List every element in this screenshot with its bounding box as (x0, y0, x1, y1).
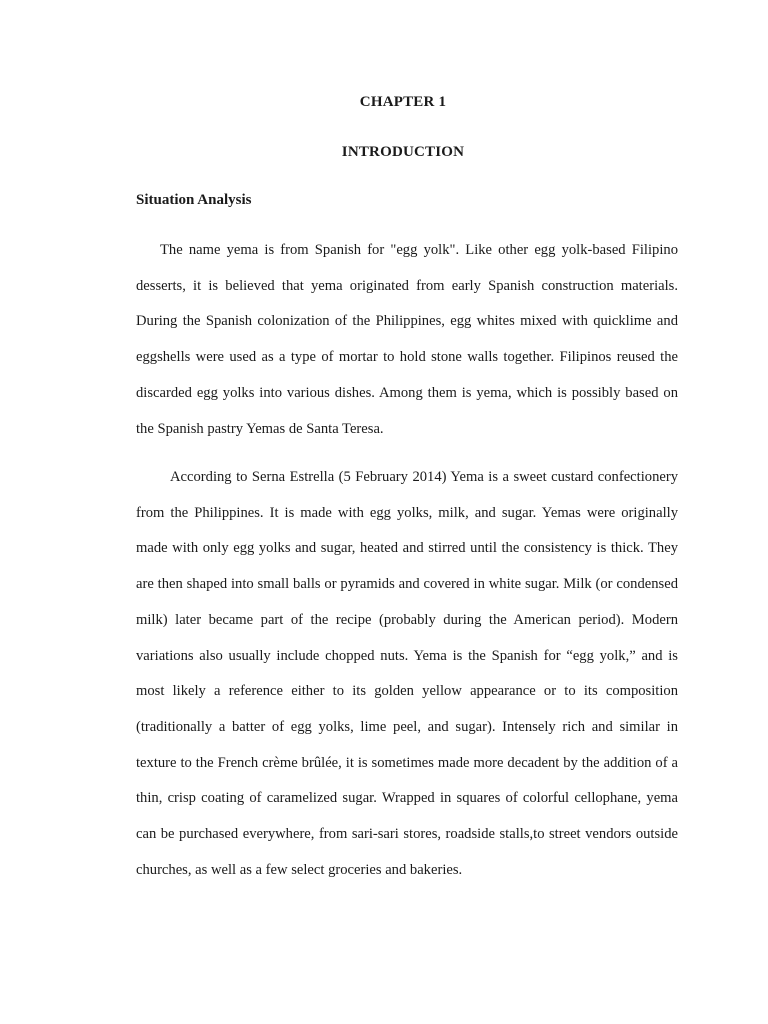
body-paragraph: According to Serna Estrella (5 February 2014) Yema is a sweet custard confectionery from the Philippines. It is made with egg yolks, milk, and sugar. Yemas were originally made with only egg yolks and sugar, heated and stirred until the consistency is thick. They are then shaped into small balls or pyramids and covered in white sugar. Milk (or condensed milk) later became part of the recipe (probably during the American period). Modern variations also usually include chopped nuts. Yema is the Spanish for “egg yolk,” and is most likely a reference either to its golden yellow appearance or to its composition (traditionally a batter of egg yolks, lime peel, and sugar). Intensely rich and similar in texture to the French crème brûlée, it is sometimes made more decadent by the addition of a thin, crisp coating of caramelized sugar. Wrapped in squares of colorful cellophane, yema can be purchased everywhere, from sari-sari stores, roadside stalls,to street vendors outside churches, as well as a few select groceries and bakeries. (136, 469, 678, 878)
chapter-title: INTRODUCTION (341, 144, 465, 160)
section-heading: Situation Analysis (136, 192, 252, 208)
body-paragraph: The name yema is from Spanish for "egg yolk". Like other egg yolk-based Filipino desserts, it is believed that yema originated from early Spanish construction materials. During the Spanish colonization of the Philippines, egg whites mixed with quicklime and eggshells were used as a type of mortar to hold stone walls together. Filipinos reused the discarded egg yolks into various dishes. Among them is yema, which is possibly based on the Spanish pastry Yemas de Santa Teresa. (136, 242, 678, 437)
chapter-label: CHAPTER 1 (359, 94, 447, 110)
